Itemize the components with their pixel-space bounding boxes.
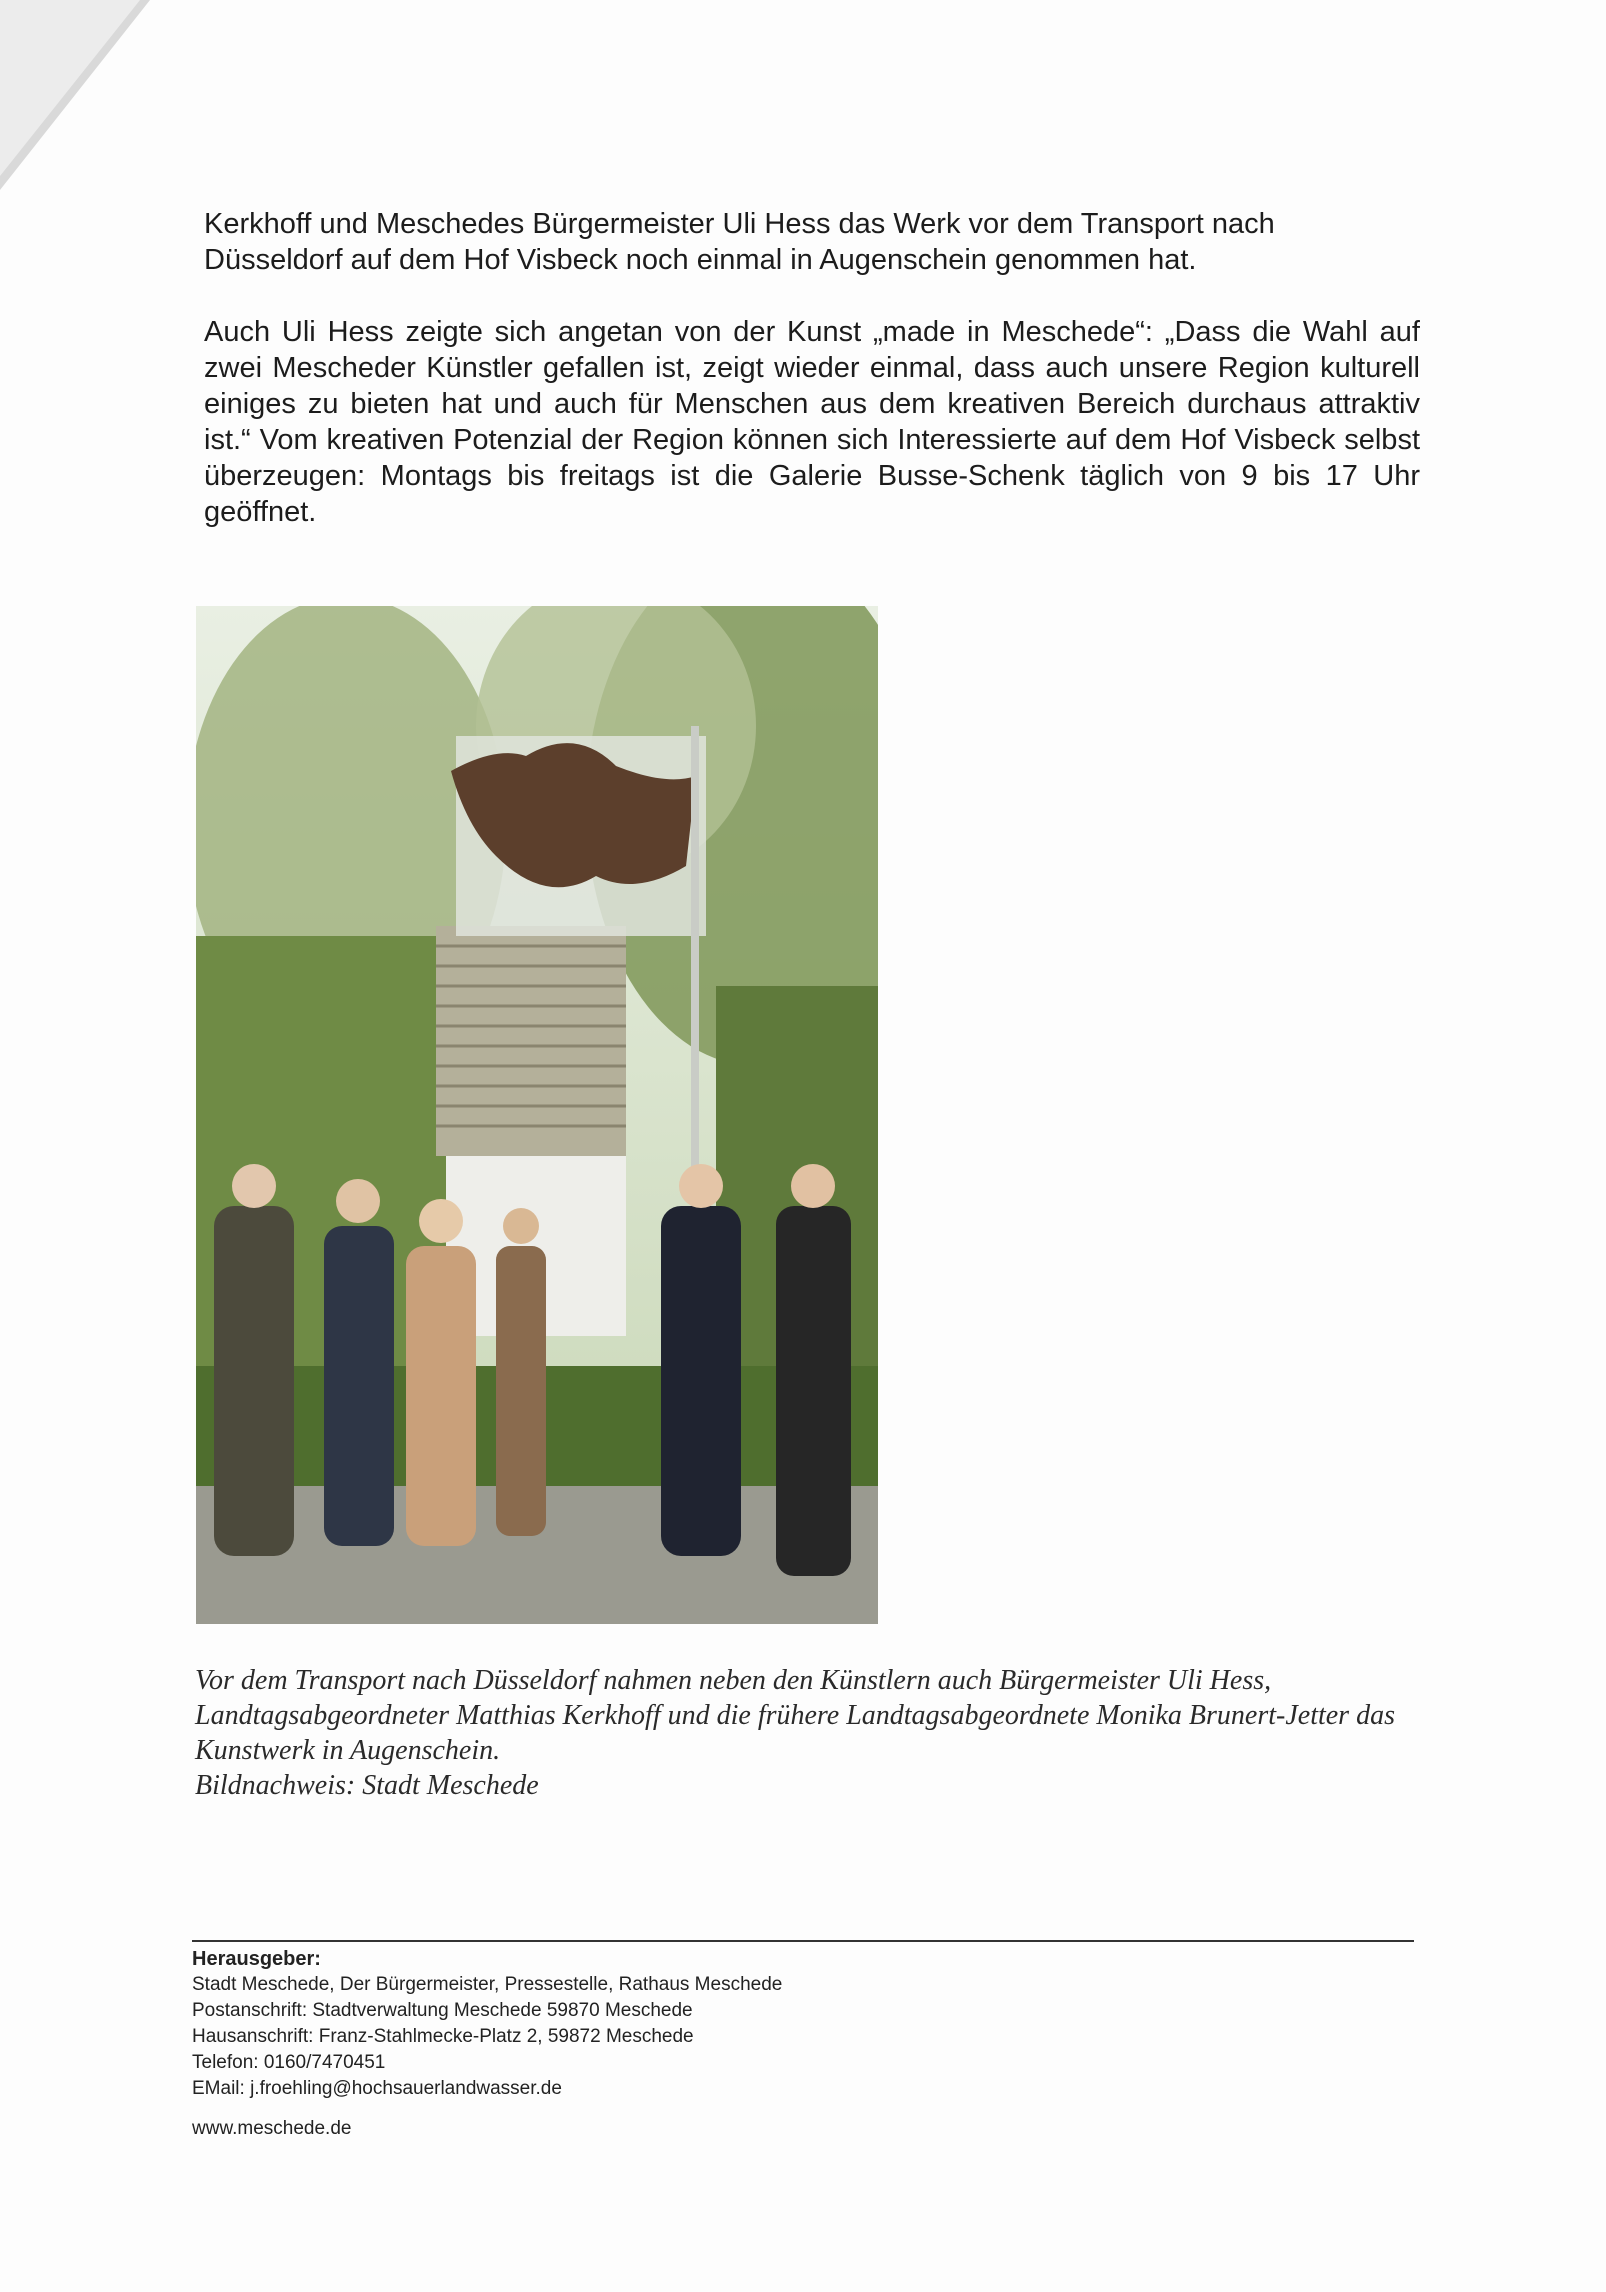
group-photo xyxy=(196,606,878,1624)
footer-website-link[interactable]: www.meschede.de xyxy=(192,2118,352,2139)
article-paragraph-1: Kerkhoff und Meschedes Bürgermeister Uli Hess das Werk vor dem Transport nach Düsseldorf auf dem Hof Visbeck noch einmal in Augenschein genommen hat. xyxy=(204,208,1275,276)
photo-credit: Bildnachweis: Stadt Meschede xyxy=(195,1770,539,1801)
footer-line-4: Telefon: 0160/7470451 xyxy=(192,2052,386,2073)
footer-email[interactable]: EMail: j.froehling@hochsauerlandwasser.de xyxy=(192,2078,562,2099)
photo-caption: Vor dem Transport nach Düsseldorf nahmen neben den Künstlern auch Bürgermeister Uli Hess, Landtagsabgeordneter Matthias Kerkhoff und die frühere Landtagsabgeordnete Monika Brunert-Jetter das Kunstwerk in Augenschein. xyxy=(195,1665,1395,1766)
footer-line-2: Postanschrift: Stadtverwaltung Meschede 59870 Meschede xyxy=(192,2000,693,2021)
footer-divider xyxy=(192,1940,1414,1942)
footer-line-1: Stadt Meschede, Der Bürgermeister, Pressestelle, Rathaus Meschede xyxy=(192,1974,783,1995)
photo-illustration xyxy=(196,606,878,1624)
footer-heading: Herausgeber: xyxy=(192,1948,321,1970)
publisher-footer xyxy=(192,1946,782,2102)
folded-corner xyxy=(0,0,160,200)
footer-line-3: Hausanschrift: Franz-Stahlmecke-Platz 2, 59872 Meschede xyxy=(192,2026,694,2047)
article-paragraph-2: Auch Uli Hess zeigte sich angetan von der Kunst „made in Meschede“: „Dass die Wahl auf zwei Mescheder Künstler gefallen ist, zeigt wieder einmal, dass auch unsere Region kulturell einiges zu bieten hat und auch für Menschen aus dem kreativen Bereich durchaus attraktiv ist.“ Vom kreativen Potenzial der Region können sich Interessierte auf dem Hof Visbeck selbst überzeugen: Montags bis freitags ist die Galerie Busse-Schenk täglich von 9 bis 17 Uhr geöffnet. xyxy=(204,316,1420,528)
